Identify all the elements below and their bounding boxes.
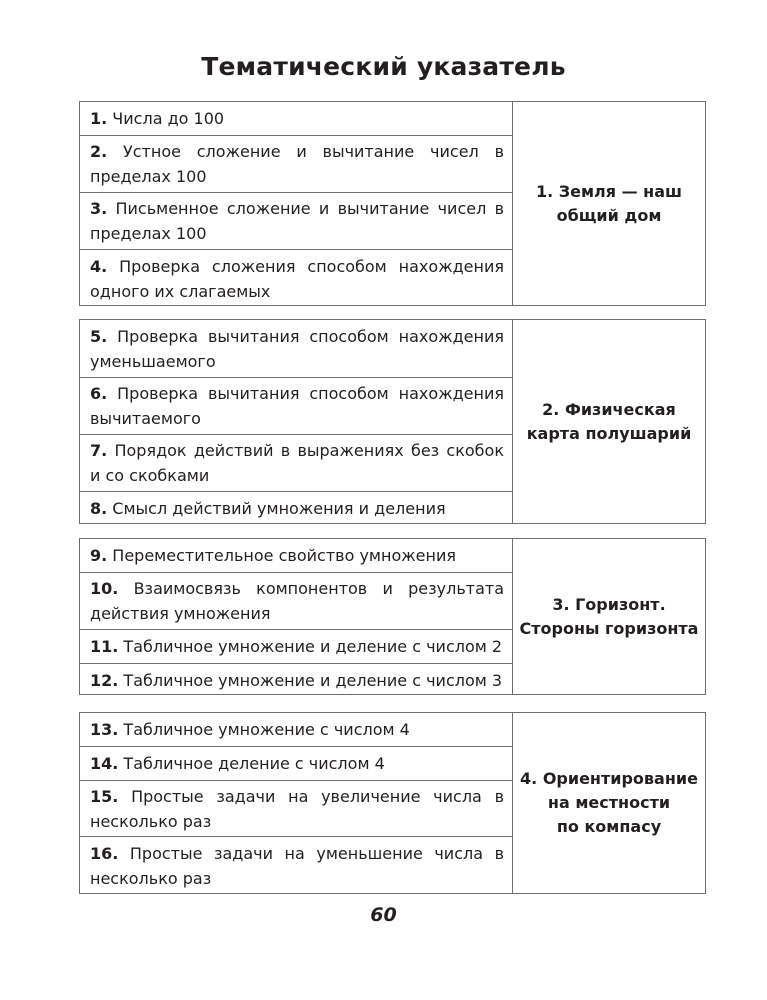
lesson-number: 9.	[90, 546, 108, 565]
lesson-list	[80, 713, 513, 893]
lesson-title: Устное сложение и вычитание чисел в пределах 100	[90, 142, 504, 186]
lesson-row	[80, 249, 512, 308]
lesson-number: 6.	[90, 384, 108, 403]
lesson-number: 15.	[90, 786, 119, 806]
lesson-title: Взаимосвязь компонентов и результата действия умножения	[90, 579, 504, 623]
lesson-row	[80, 746, 512, 780]
page-number: 60	[370, 904, 397, 926]
topic-table-3	[79, 538, 706, 695]
lesson-row	[80, 434, 512, 491]
lesson-title: Переместительное свойство умножения	[107, 546, 456, 565]
lesson-title: Порядок действий в выражениях без скобок и со скобками	[90, 441, 504, 485]
lesson-row	[80, 713, 512, 746]
lesson-title: Смысл действий умножения и деления	[107, 499, 446, 518]
lesson-number: 4.	[90, 257, 108, 276]
lesson-title: Письменное сложение и вычитание чисел в пределах 100	[90, 199, 504, 243]
lesson-row	[80, 377, 512, 434]
lesson-title: Табличное умножение и деление с числом 3	[118, 671, 503, 690]
lesson-list	[80, 320, 513, 523]
lesson-title: Табличное умножение с числом 4	[118, 720, 410, 739]
lesson-row	[80, 491, 512, 525]
lesson-list	[80, 539, 513, 694]
lesson-title: Простые задачи на уменьшение числа в несколько раз	[90, 844, 504, 888]
lesson-row	[80, 836, 512, 895]
page-title: Тематический указатель	[201, 52, 566, 81]
lesson-number: 16.	[90, 844, 119, 863]
lesson-number: 3.	[90, 199, 108, 218]
lesson-title: Проверка вычитания способом нахождения вычитаемого	[90, 384, 504, 428]
lesson-row	[80, 780, 512, 836]
topic-label: 3. Горизонт. Стороны горизонта	[519, 594, 699, 638]
lesson-row	[80, 539, 512, 572]
lesson-title: Проверка вычитания способом нахождения уменьшаемого	[90, 326, 504, 371]
lesson-title: Простые задачи на увеличение числа в несколько раз	[90, 786, 504, 831]
lesson-title: Табличное деление с числом 4	[118, 754, 385, 773]
lesson-number: 5.	[90, 326, 108, 346]
topic-table-2	[79, 319, 706, 524]
lesson-number: 1.	[90, 109, 108, 128]
lesson-row	[80, 135, 512, 192]
lesson-row	[80, 192, 512, 249]
lesson-number: 2.	[90, 142, 108, 161]
topic-label: 4. Ориентирование на местности по компасу	[520, 769, 698, 836]
topic-label: 1. Земля — наш общий дом	[535, 181, 683, 225]
lesson-number: 13.	[90, 720, 119, 739]
topic-label: 2. Физическая карта полушарий	[526, 399, 692, 443]
lesson-title: Проверка сложения способом нахождения одного их слагаемых	[90, 257, 504, 301]
lesson-row	[80, 629, 512, 663]
lesson-list	[80, 102, 513, 305]
lesson-row	[80, 102, 512, 135]
lesson-number: 8.	[90, 499, 108, 518]
lesson-number: 12.	[90, 671, 119, 690]
lesson-row	[80, 663, 512, 697]
lesson-title: Числа до 100	[107, 109, 225, 128]
lesson-number: 10.	[90, 579, 119, 598]
lesson-number: 14.	[90, 754, 119, 773]
topic-table-4	[79, 712, 706, 894]
lesson-row	[80, 320, 512, 377]
lesson-number: 11.	[90, 637, 119, 656]
topic-table-1	[79, 101, 706, 306]
lesson-title: Табличное умножение и деление с числом 2	[118, 637, 503, 656]
lesson-row	[80, 572, 512, 629]
lesson-number: 7.	[90, 441, 108, 460]
